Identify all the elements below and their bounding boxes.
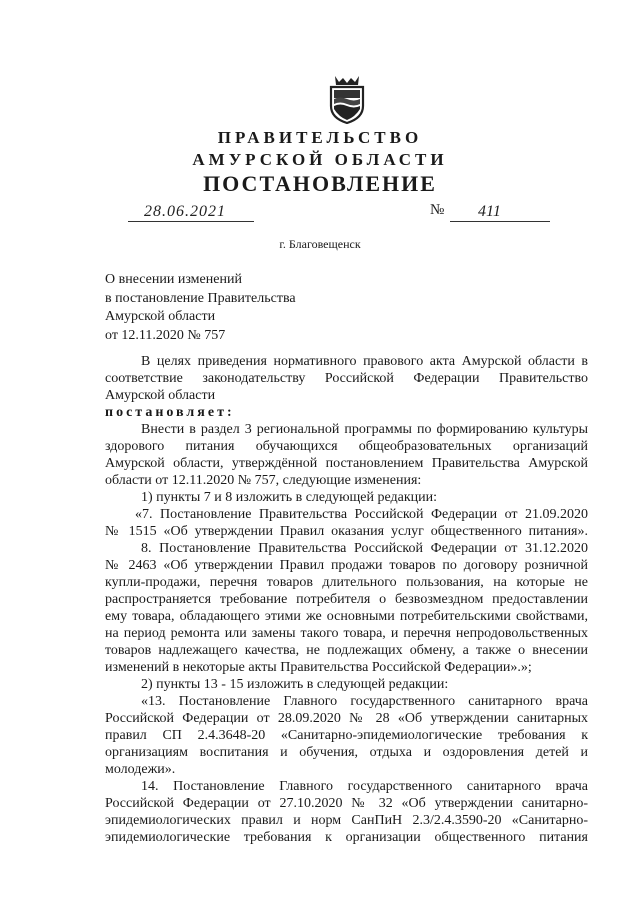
body-line: № 2463 «Об утверждении Правил продажи товаров по договору розничной bbox=[105, 558, 588, 573]
number-handwritten: 411 bbox=[478, 203, 501, 220]
amur-coat-of-arms-icon bbox=[325, 72, 369, 124]
body-line: товаров надлежащего качества, не подлежащих обмену, а также о внесении bbox=[105, 643, 588, 658]
date-underline bbox=[128, 221, 254, 222]
date-handwritten: 28.06.2021 bbox=[144, 203, 226, 220]
number-underline bbox=[450, 221, 550, 222]
city-name: г. Благовещенск bbox=[279, 237, 361, 251]
body-line: правил СП 2.4.3648-20 «Санитарно-эпидемиологические требования к bbox=[105, 728, 588, 743]
body-line: В целях приведения нормативного правового акта Амурской области в bbox=[141, 354, 588, 369]
body-line: области от 12.11.2020 № 757, следующие изменения: bbox=[105, 473, 422, 488]
body-line: 8. Постановление Правительства Российской Федерации от 31.12.2020 bbox=[141, 541, 588, 556]
body-line: Внести в раздел 3 региональной программы по формированию культуры bbox=[141, 422, 588, 437]
body-line: организациям воспитания и обучения, отдыха и оздоровления детей и bbox=[105, 745, 588, 760]
body-line: Российской Федерации от 28.09.2020 № 28 «Об утверждении санитарных bbox=[105, 711, 588, 726]
subject-line: Амурской области bbox=[105, 309, 216, 324]
government-name-line1: ПРАВИТЕЛЬСТВО bbox=[217, 128, 423, 147]
body-line: эпидемиологических правил и норм СанПиН 2.3/2.4.3590-20 «Санитарно- bbox=[105, 813, 588, 828]
subject-line: от 12.11.2020 № 757 bbox=[105, 327, 226, 343]
subject-block bbox=[105, 271, 296, 345]
body-line: «7. Постановление Правительства Российской Федерации от 21.09.2020 bbox=[135, 507, 588, 522]
body-line: соответствие законодательству Российской Федерации Правительство bbox=[105, 371, 588, 386]
body-line: 1) пункты 7 и 8 изложить в следующей редакции: bbox=[141, 490, 438, 505]
document-date bbox=[128, 203, 258, 223]
body-line: изменений в некоторые акты Правительства Российской Федерации».»; bbox=[105, 660, 532, 675]
body-line: эпидемиологические требования к организации общественного питания bbox=[105, 830, 588, 845]
subject-line: О внесении изменений bbox=[105, 272, 242, 287]
body-line: распространяется требование потребителя о безвозмездном предоставлении bbox=[105, 592, 588, 607]
body-line: ему товара, обладающего этими же основными потребительскими свойствами, bbox=[105, 609, 588, 624]
body-line: Российской Федерации от 27.10.2020 № 32 «Об утверждении санитарно- bbox=[105, 796, 588, 811]
number-label: № bbox=[430, 202, 445, 218]
body-line: 14. Постановление Главного государственного санитарного врача bbox=[141, 779, 588, 794]
body-line: 2) пункты 13 - 15 изложить в следующей редакции: bbox=[141, 677, 449, 692]
document-type-title: ПОСТАНОВЛЕНИЕ bbox=[203, 171, 437, 196]
body-line: купли-продажи, перечня товаров длительного пользования, на которые не bbox=[105, 575, 588, 590]
body-line: на период ремонта или замены такого товара, и перечня непродовольственных bbox=[105, 626, 588, 641]
body-line: № 1515 «Об утверждении Правил оказания услуг общественного питания». bbox=[105, 524, 588, 539]
government-name-line2: АМУРСКОЙ ОБЛАСТИ bbox=[192, 150, 448, 169]
body-line: молодежи». bbox=[105, 762, 176, 777]
document-number bbox=[450, 203, 550, 223]
resolution-keyword: постановляет: bbox=[105, 405, 235, 420]
body-line: здорового питания обучающихся общеобразовательных организаций bbox=[105, 439, 588, 454]
body-line: Амурской области bbox=[105, 388, 216, 403]
body-line: Амурской области, утверждённой постановлением Правительства Амурской bbox=[105, 456, 588, 471]
body-line: «13. Постановление Главного государственного санитарного врача bbox=[141, 694, 588, 709]
subject-line: в постановление Правительства bbox=[105, 290, 296, 306]
